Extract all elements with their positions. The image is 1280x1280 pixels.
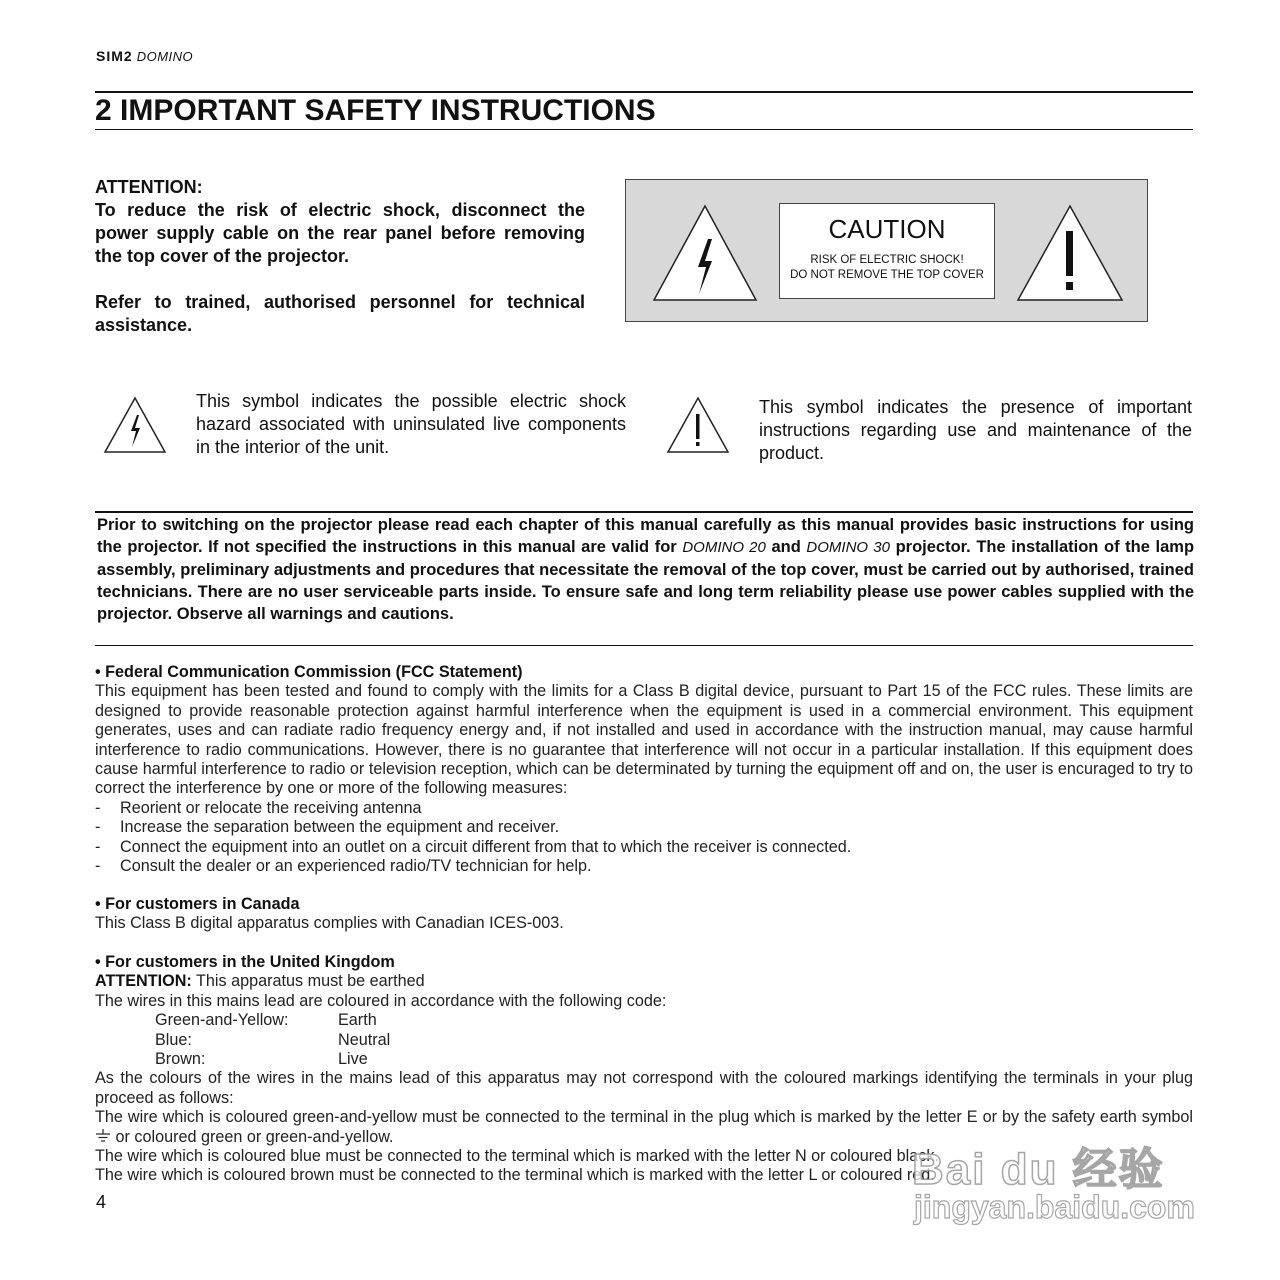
wire-role: Earth xyxy=(338,1011,377,1030)
watermark xyxy=(900,1125,1200,1235)
uk-paragraph-3: The wire which is coloured blue must be connected to the terminal which is marked with the letter N or coloured black. xyxy=(95,1147,939,1166)
fcc-item: Consult the dealer or an experienced radio/TV technician for help. xyxy=(120,857,592,876)
notice-text-1: Prior to switching on the projector please read each chapter of this manual carefully as this manual provides basic instructions for using the projector. If not specified the instructions in this manual are valid for xyxy=(97,516,1194,556)
fcc-item: Connect the equipment into an outlet on a circuit different from that to which the receiver is connected. xyxy=(120,837,852,856)
uk-paragraph-2a: The wire which is coloured green-and-yellow must be connected to the terminal in the plug which is marked by the letter E or by the safety earth symbol xyxy=(95,1108,1193,1127)
wire-color: Green-and-Yellow: xyxy=(155,1011,289,1030)
notice-text-2: projector. The installation of the lamp assembly, preliminary adjustments and procedures that necessitate the removal of the top cover, must be carried out by authorised, trained technicians. There are no user serviceable parts inside. To ensure safe and long term reliability please use power cables supplied with the projector. Observe all warnings and cautions. xyxy=(97,538,1195,623)
wire-row xyxy=(95,1011,1193,1030)
notice-bottom-rule xyxy=(95,645,1193,646)
wire-role: Live xyxy=(338,1050,368,1069)
notice-top-rule xyxy=(95,511,1193,513)
wire-role: Neutral xyxy=(338,1030,391,1049)
caution-line-2: DO NOT REMOVE THE TOP COVER xyxy=(790,269,984,281)
model-name: DOMINO xyxy=(136,49,194,64)
wire-color: Blue: xyxy=(155,1030,192,1049)
caution-heading: CAUTION xyxy=(828,214,946,244)
notice-paragraph xyxy=(97,514,1194,625)
watermark-url: jingyan.baidu.com xyxy=(914,1189,1195,1225)
fcc-item: Reorient or relocate the receiving antenna xyxy=(120,798,422,817)
page-number: 4 xyxy=(96,1192,107,1212)
canada-heading: • For customers in Canada xyxy=(95,895,300,913)
canada-section xyxy=(95,895,1193,934)
attention-text-1: To reduce the risk of electric shock, disconnect the power supply cable on the rear panel before removing the top cover of the projector. xyxy=(95,200,585,266)
exclamation-warning-icon xyxy=(1014,203,1126,303)
wire-row xyxy=(95,1031,1193,1050)
electric-shock-symbol-icon xyxy=(103,396,167,454)
fcc-item: Increase the separation between the equipment and receiver. xyxy=(120,818,560,837)
list-item: - Connect the equipment into an outlet on a circuit different from that to which the receiver is connected. xyxy=(95,837,852,856)
uk-attention xyxy=(95,972,1193,991)
attention-text-2: Refer to trained, authorised personnel for technical assistance. xyxy=(95,292,585,335)
notice-and: and xyxy=(765,538,807,556)
list-item: - Consult the dealer or an experienced radio/TV technician for help. xyxy=(95,857,592,876)
wire-color: Brown: xyxy=(155,1050,206,1069)
attention-block xyxy=(95,176,585,337)
list-item: - Increase the separation between the equipment and receiver. xyxy=(95,818,560,837)
exclamation-symbol-description: This symbol indicates the presence of important instructions regarding use and maintenance of the product. xyxy=(759,397,1192,463)
notice-model-1: DOMINO 20 xyxy=(682,539,766,556)
list-item: - Reorient or relocate the receiving antenna xyxy=(95,798,422,817)
exclamation-symbol-icon xyxy=(666,396,730,454)
attention-heading: ATTENTION: xyxy=(95,177,203,197)
uk-paragraph-1: As the colours of the wires in the mains lead of this apparatus may not correspond with the coloured markings identifying the terminals in your plug proceed as follows: xyxy=(95,1069,1193,1107)
uk-intro: The wires in this mains lead are coloured in accordance with the following code: xyxy=(95,991,667,1010)
uk-attention-label: ATTENTION: xyxy=(95,972,192,991)
page-title: 2 IMPORTANT SAFETY INSTRUCTIONS xyxy=(95,94,656,127)
notice-model-2: DOMINO 30 xyxy=(806,539,890,556)
brand-name: SIM2 xyxy=(96,48,133,64)
fcc-heading: • Federal Communication Commission (FCC Statement) xyxy=(95,663,523,681)
title-top-rule xyxy=(95,91,1193,93)
brand-header xyxy=(96,48,193,64)
watermark-logo: Bai du 经验 xyxy=(912,1145,1165,1194)
caution-label xyxy=(779,203,995,299)
uk-heading: • For customers in the United Kingdom xyxy=(95,953,395,971)
uk-attention-text: This apparatus must be earthed xyxy=(191,972,425,991)
fcc-section xyxy=(95,663,1193,876)
title-bottom-rule xyxy=(95,129,1193,130)
uk-paragraph-4: The wire which is coloured brown must be connected to the terminal which is marked with the letter L or coloured red. xyxy=(95,1166,935,1185)
earth-ground-icon xyxy=(95,1129,111,1143)
canada-text: This Class B digital apparatus complies with Canadian ICES-003. xyxy=(95,914,564,933)
caution-line-1: RISK OF ELECTRIC SHOCK! xyxy=(810,254,964,266)
electric-symbol-description: This symbol indicates the possible electric shock hazard associated with uninsulated live components in the interior of the unit. xyxy=(196,391,626,457)
fcc-text: This equipment has been tested and found to comply with the limits for a Class B digital device, pursuant to Part 15 of the FCC rules. These limits are designed to provide reasonable protection against harmful interference when the equipment is used in a commercial environment. This equipment generates, uses and can radiate radio frequency energy and, if not installed and used in accordance with the instruction manual, may cause harmful interference to radio communications. However, there is no guarantee that interference will not occur in a particular installation. If this equipment does cause harmful interference to radio or television reception, which can be determinated by turning the equipment off and on, the user is encuraged to try to correct the interference by one or more of the following measures: xyxy=(95,682,1193,798)
wire-row xyxy=(95,1050,1193,1069)
electric-shock-warning-icon xyxy=(650,203,760,303)
uk-paragraph-2b: or coloured green or green-and-yellow. xyxy=(111,1127,394,1146)
